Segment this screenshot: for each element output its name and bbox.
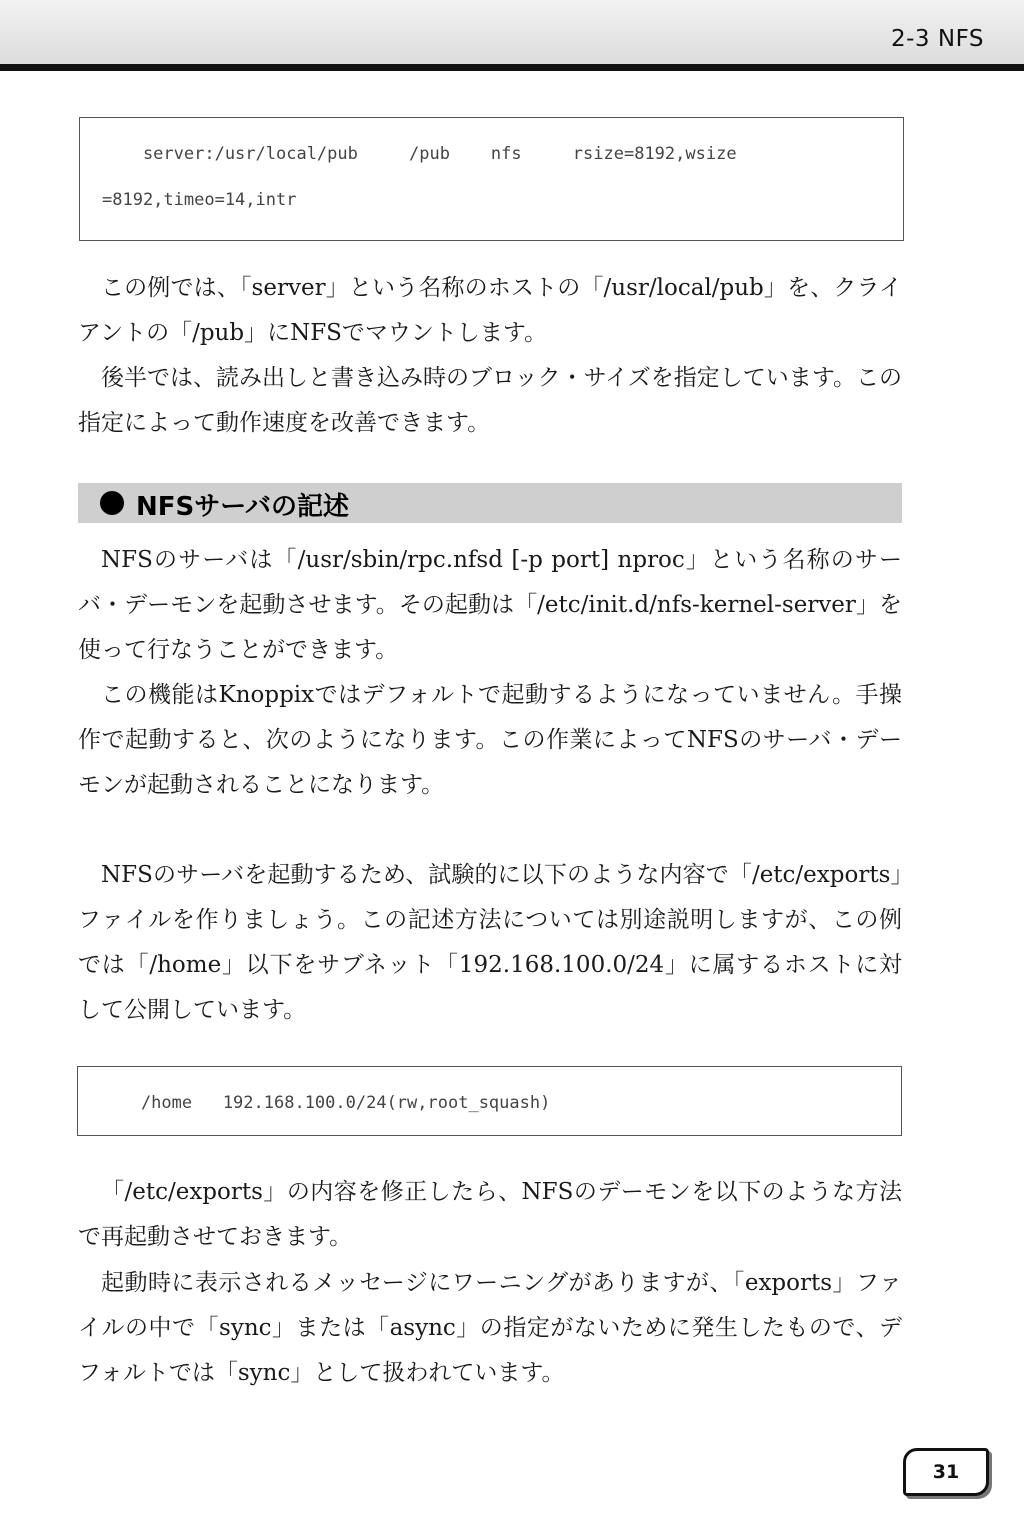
- running-head: 2-3 NFS: [890, 26, 984, 52]
- page-number: 31: [903, 1448, 989, 1496]
- header-rule: [0, 64, 1024, 71]
- paragraph-knoppix-default: この機能はKnoppixではデフォルトで起動するようになっていません。手操作で起動すると、次のようになります。この作業によってNFSのサーバ・デーモンが起動されることになります。: [78, 682, 902, 798]
- code-block-exports: [77, 1066, 902, 1136]
- bullet-icon: [100, 491, 124, 515]
- code-line: server:/usr/local/pub /pub nfs rsize=8192,wsize: [102, 144, 737, 164]
- header-band: [0, 0, 1024, 64]
- paragraph-exports-file: NFSのサーバを起動するため、試験的に以下のような内容で「/etc/exports」ファイルを作りましょう。この記述方法については別途説明しますが、この例では「/home」以下をサブネット「192.168.100.0/24」に属するホストに対して公開しています。: [78, 862, 902, 1023]
- paragraph-sync-warning: 起動時に表示されるメッセージにワーニングがありますが、「exports」ファイルの中で「sync」または「async」の指定がないために発生したもので、デフォルトでは「sync」として扱われています。: [78, 1270, 902, 1386]
- code-line: =8192,timeo=14,intr: [102, 190, 297, 210]
- code-block-fstab: [79, 117, 904, 241]
- paragraph-block-size: 後半では、読み出しと書き込み時のブロック・サイズを指定しています。この指定によって動作速度を改善できます。: [78, 365, 902, 436]
- section-title: NFSサーバの記述: [136, 492, 349, 522]
- paragraph-nfs-server: NFSのサーバは「/usr/sbin/rpc.nfsd [-p port] nproc」という名称のサーバ・デーモンを起動させます。その起動は「/etc/init.d/nfs-kernel-server」を使って行なうことができます。: [78, 547, 902, 663]
- code-line: /home 192.168.100.0/24(rw,root_squash): [100, 1093, 551, 1113]
- section-heading: [78, 483, 902, 523]
- paragraph-restart-daemon: 「/etc/exports」の内容を修正したら、NFSのデーモンを以下のような方法で再起動させておきます。: [78, 1179, 902, 1250]
- paragraph-mount-example: この例では、「server」という名称のホストの「/usr/local/pub」を、クライアントの「/pub」にNFSでマウントします。: [78, 275, 902, 346]
